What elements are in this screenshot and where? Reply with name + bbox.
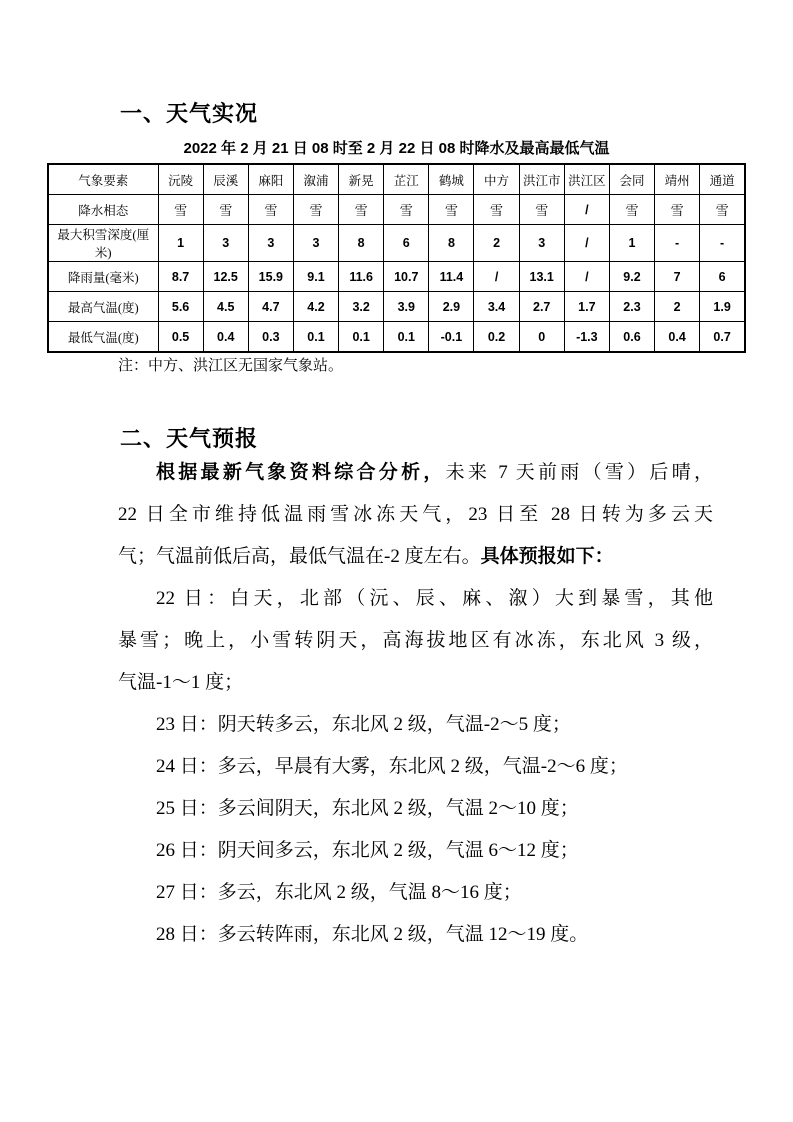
forecast-line: [118, 788, 713, 830]
table-header-cell: 会同: [609, 164, 654, 195]
table-data-cell: 3: [203, 225, 248, 262]
table-data-cell: 15.9: [248, 262, 293, 292]
text-segment: 25 日：多云间阴天，东北风 2 级，气温 2～10 度；: [156, 798, 579, 819]
text-segment: 气温-1～1 度；: [118, 672, 244, 693]
forecast-line: [118, 536, 713, 578]
table-header-cell: 降雨量(毫米): [48, 262, 158, 292]
table-footnote: 注：中方、洪江区无国家气象站。: [118, 358, 344, 374]
table-data-cell: 0.6: [609, 322, 654, 353]
table-data-cell: 9.2: [609, 262, 654, 292]
table-data-cell: 0.5: [158, 322, 203, 353]
table-data-cell: 3: [248, 225, 293, 262]
table-data-cell: 2.9: [429, 292, 474, 322]
table-row: [48, 262, 745, 292]
table-data-cell: 雪: [248, 195, 293, 225]
table-data-cell: 雪: [519, 195, 564, 225]
forecast-line: [118, 704, 713, 746]
table-data-cell: 雪: [293, 195, 338, 225]
text-segment: 26 日：阴天间多云，东北风 2 级，气温 6～12 度；: [156, 840, 579, 861]
table-data-cell: 3.2: [339, 292, 384, 322]
text-segment: 27 日：多云，东北风 2 级，气温 8～16 度；: [156, 882, 522, 903]
table-header-cell: 辰溪: [203, 164, 248, 195]
table-data-cell: 7: [655, 262, 700, 292]
forecast-line: [118, 830, 713, 872]
section2-title: 二、天气预报: [120, 426, 259, 451]
table-data-cell: 3.9: [384, 292, 429, 322]
table-data-cell: 0.1: [339, 322, 384, 353]
text-segment: 24 日：多云，早晨有大雾，东北风 2 级，气温-2～6 度；: [156, 756, 628, 777]
table-data-cell: 0.7: [700, 322, 745, 353]
table-data-cell: 3.4: [474, 292, 519, 322]
table-data-cell: 1: [609, 225, 654, 262]
table-data-cell: /: [564, 225, 609, 262]
table-data-cell: 雪: [700, 195, 745, 225]
table-header-cell: 洪江区: [564, 164, 609, 195]
bold-text-segment: 根据最新气象资料综合分析，: [156, 462, 446, 483]
table-header-row: [48, 164, 745, 195]
table-data-cell: 13.1: [519, 262, 564, 292]
table-data-cell: 4.5: [203, 292, 248, 322]
table-data-cell: 雪: [655, 195, 700, 225]
table-header-cell: 沅陵: [158, 164, 203, 195]
table-data-cell: 0.1: [384, 322, 429, 353]
table-header-cell: 洪江市: [519, 164, 564, 195]
table-data-cell: 9.1: [293, 262, 338, 292]
table-data-cell: 雪: [339, 195, 384, 225]
section1-title: 一、天气实况: [120, 101, 259, 126]
table-data-cell: 雪: [384, 195, 429, 225]
table-data-cell: -: [700, 225, 745, 262]
forecast-line: [118, 746, 713, 788]
table-header-cell: 溆浦: [293, 164, 338, 195]
table-data-cell: 1: [158, 225, 203, 262]
table-data-cell: 6: [700, 262, 745, 292]
table-header-cell: 气象要素: [48, 164, 158, 195]
table-data-cell: 雪: [203, 195, 248, 225]
text-segment: 28 日：多云转阵雨，东北风 2 级，气温 12～19 度。: [156, 924, 589, 945]
table-data-cell: 雪: [474, 195, 519, 225]
table-header-cell: 鹤城: [429, 164, 474, 195]
text-segment: 22 日全市维持低温雨雪冰冻天气，23 日至 28 日转为多云天: [118, 504, 713, 525]
table-data-cell: -0.1: [429, 322, 474, 353]
table-header-cell: 靖州: [655, 164, 700, 195]
table-row: [48, 195, 745, 225]
table-data-cell: 0.1: [293, 322, 338, 353]
table-header-cell: 芷江: [384, 164, 429, 195]
table-data-cell: 雪: [429, 195, 474, 225]
text-segment: 23 日：阴天转多云，东北风 2 级，气温-2～5 度；: [156, 714, 571, 735]
table-data-cell: 11.6: [339, 262, 384, 292]
table-data-cell: -: [655, 225, 700, 262]
table-data-cell: /: [564, 262, 609, 292]
table-data-cell: 6: [384, 225, 429, 262]
weather-observation-table: [47, 163, 746, 353]
table-data-cell: 4.2: [293, 292, 338, 322]
text-segment: 22 日：白天，北部（沅、辰、麻、溆）大到暴雪，其他: [156, 588, 713, 609]
text-segment: 暴雪；晚上，小雪转阴天，高海拔地区有冰冻，东北风 3 级，: [118, 630, 713, 651]
table-data-cell: 10.7: [384, 262, 429, 292]
bold-text-segment: 具体预报如下：: [480, 546, 614, 567]
forecast-line: [118, 620, 713, 662]
table-data-cell: -1.3: [564, 322, 609, 353]
table-data-cell: 2.7: [519, 292, 564, 322]
table-header-cell: 最大积雪深度(厘米): [48, 225, 158, 262]
table-data-cell: 雪: [158, 195, 203, 225]
table-data-cell: 8.7: [158, 262, 203, 292]
table-row: [48, 225, 745, 262]
table-data-cell: 3: [519, 225, 564, 262]
forecast-line: [118, 662, 713, 704]
table-data-cell: 2: [474, 225, 519, 262]
table-header-cell: 麻阳: [248, 164, 293, 195]
table-header-cell: 新晃: [339, 164, 384, 195]
table-data-cell: 0: [519, 322, 564, 353]
table-data-cell: 0.4: [655, 322, 700, 353]
table-data-cell: 1.7: [564, 292, 609, 322]
table-data-cell: 12.5: [203, 262, 248, 292]
text-segment: 未来 7 天前雨（雪）后晴，: [445, 462, 713, 483]
forecast-line: [118, 494, 713, 536]
table-row: [48, 322, 745, 353]
table-data-cell: 8: [429, 225, 474, 262]
table-header-cell: 通道: [700, 164, 745, 195]
table-data-cell: 5.6: [158, 292, 203, 322]
forecast-line: [118, 578, 713, 620]
table-data-cell: 雪: [609, 195, 654, 225]
forecast-text-block: [118, 452, 713, 956]
text-segment: 气；气温前低后高，最低气温在-2 度左右。: [118, 546, 481, 567]
table-data-cell: 4.7: [248, 292, 293, 322]
forecast-line: [118, 452, 713, 494]
table-data-cell: 0.4: [203, 322, 248, 353]
table-data-cell: 0.2: [474, 322, 519, 353]
forecast-line: [118, 872, 713, 914]
table-data-cell: 2: [655, 292, 700, 322]
table-data-cell: /: [474, 262, 519, 292]
table-data-cell: 3: [293, 225, 338, 262]
table-data-cell: 0.3: [248, 322, 293, 353]
table-data-cell: 2.3: [609, 292, 654, 322]
table-data-cell: 1.9: [700, 292, 745, 322]
forecast-line: [118, 914, 713, 956]
table-header-cell: 最低气温(度): [48, 322, 158, 353]
table-data-cell: 11.4: [429, 262, 474, 292]
table-header-cell: 降水相态: [48, 195, 158, 225]
table-data-cell: /: [564, 195, 609, 225]
table-data-cell: 8: [339, 225, 384, 262]
table-row: [48, 292, 745, 322]
table-caption: 2022 年 2 月 21 日 08 时至 2 月 22 日 08 时降水及最高最低气温: [183, 140, 610, 157]
table-header-cell: 中方: [474, 164, 519, 195]
table-header-cell: 最高气温(度): [48, 292, 158, 322]
